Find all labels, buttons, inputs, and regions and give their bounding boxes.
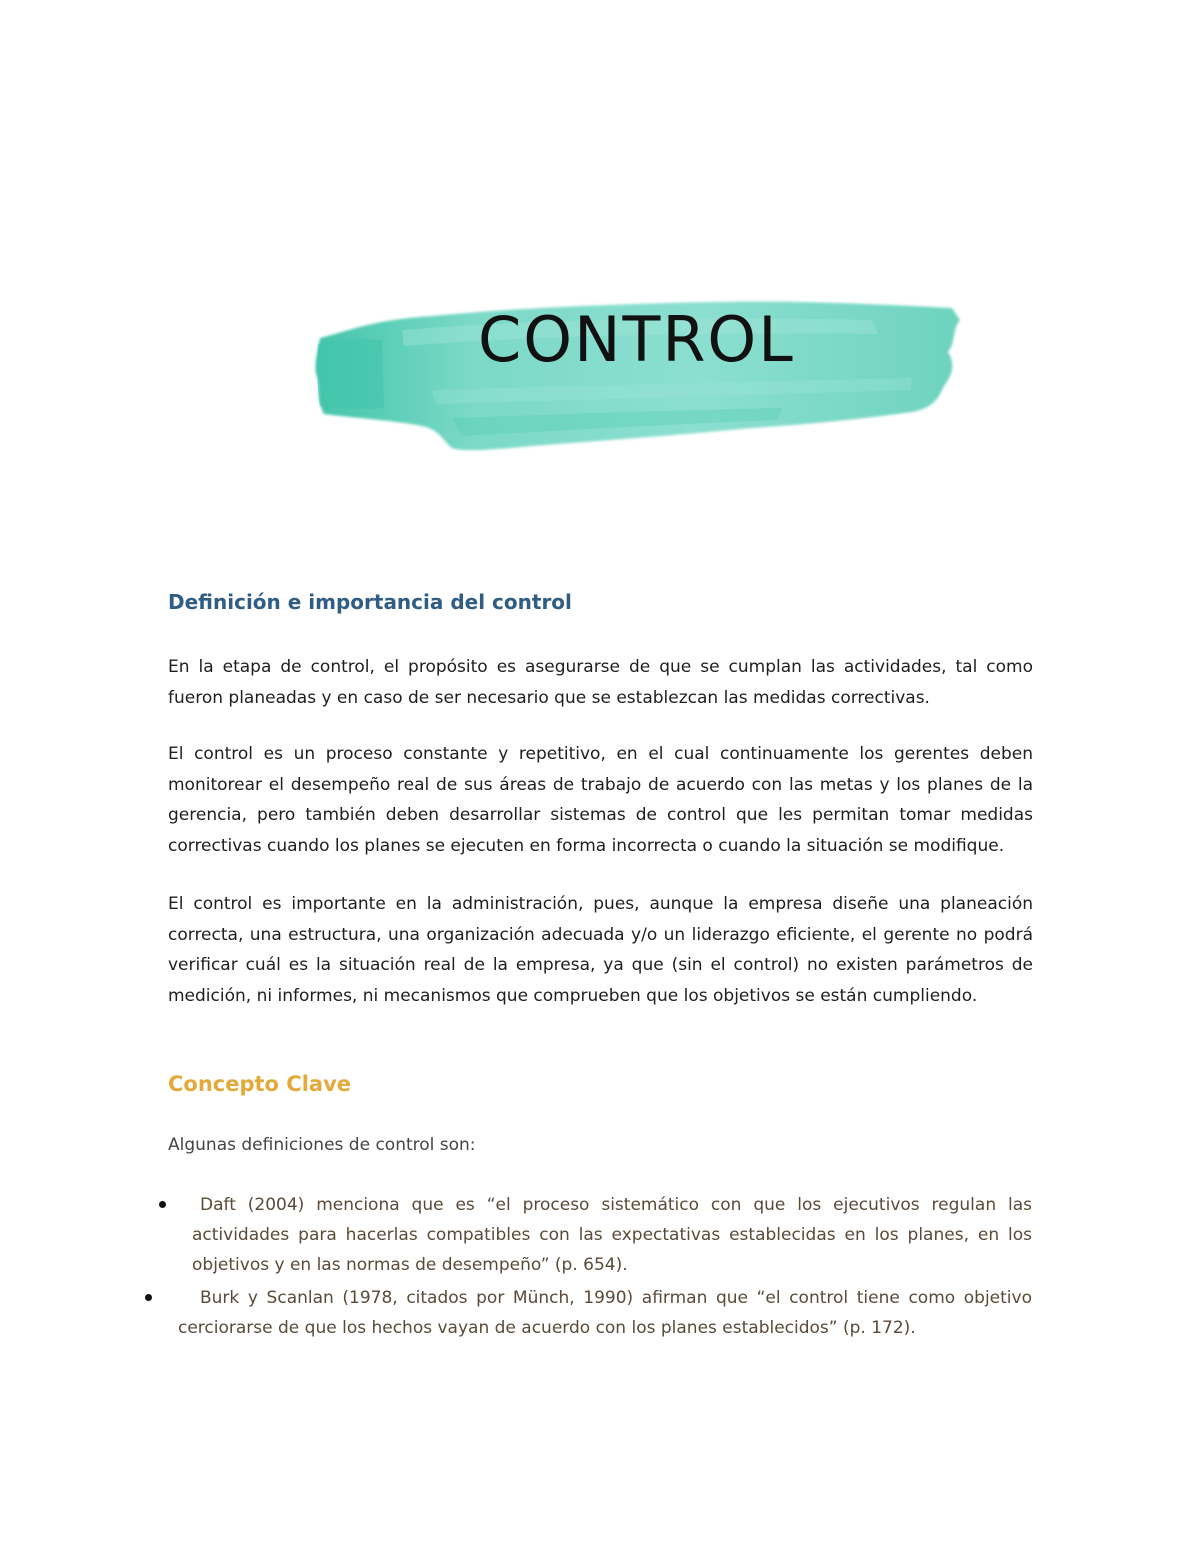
page-title: CONTROL xyxy=(478,303,795,376)
definitions-intro: Algunas definiciones de control son: xyxy=(168,1135,476,1155)
list-item-text: Daft (2004) menciona que es “el proceso sistemático con que los ejecutivos regulan las actividades para hacerlas compatibles con las expectativas establecidas en los planes, en los objetivos y en las normas de desempeño” (p. 654). xyxy=(192,1195,1032,1275)
paragraph: En la etapa de control, el propósito es asegurarse de que se cumplan las actividades, tal como fueron planeadas y en caso de ser necesario que se establezcan las medidas correctivas. xyxy=(168,657,1033,708)
section-heading-concept: Concepto Clave xyxy=(168,1072,352,1096)
paragraph: El control es un proceso constante y repetitivo, en el cual continuamente los gerentes deben monitorear el desempeño real de sus áreas de trabajo de acuerdo con las metas y los planes de la gerencia, pero también deben desarrollar sistemas de control que les permitan tomar medidas correctivas cuando los planes se ejecuten en forma incorrecta o cuando la situación se modifique. xyxy=(168,744,1033,856)
section-heading-definition: Definición e importancia del control xyxy=(168,590,572,614)
bullet-icon xyxy=(145,1294,152,1301)
list-item-text: Burk y Scanlan (1978, citados por Münch, 1990) afirman que “el control tiene como objetivo cerciorarse de que los hechos vayan de acuerdo con los planes establecidos” (p. 172). xyxy=(178,1288,1032,1338)
paragraph: El control es importante en la administración, pues, aunque la empresa diseñe una planeación correcta, una estructura, una organización adecuada y/o un liderazgo eficiente, el gerente no podrá verificar cuál es la situación real de la empresa, ya que (sin el control) no existen parámetros de medición, ni informes, ni mecanismos que comprueben que los objetivos se están cumpliendo. xyxy=(168,894,1033,1006)
bullet-icon xyxy=(159,1201,166,1208)
